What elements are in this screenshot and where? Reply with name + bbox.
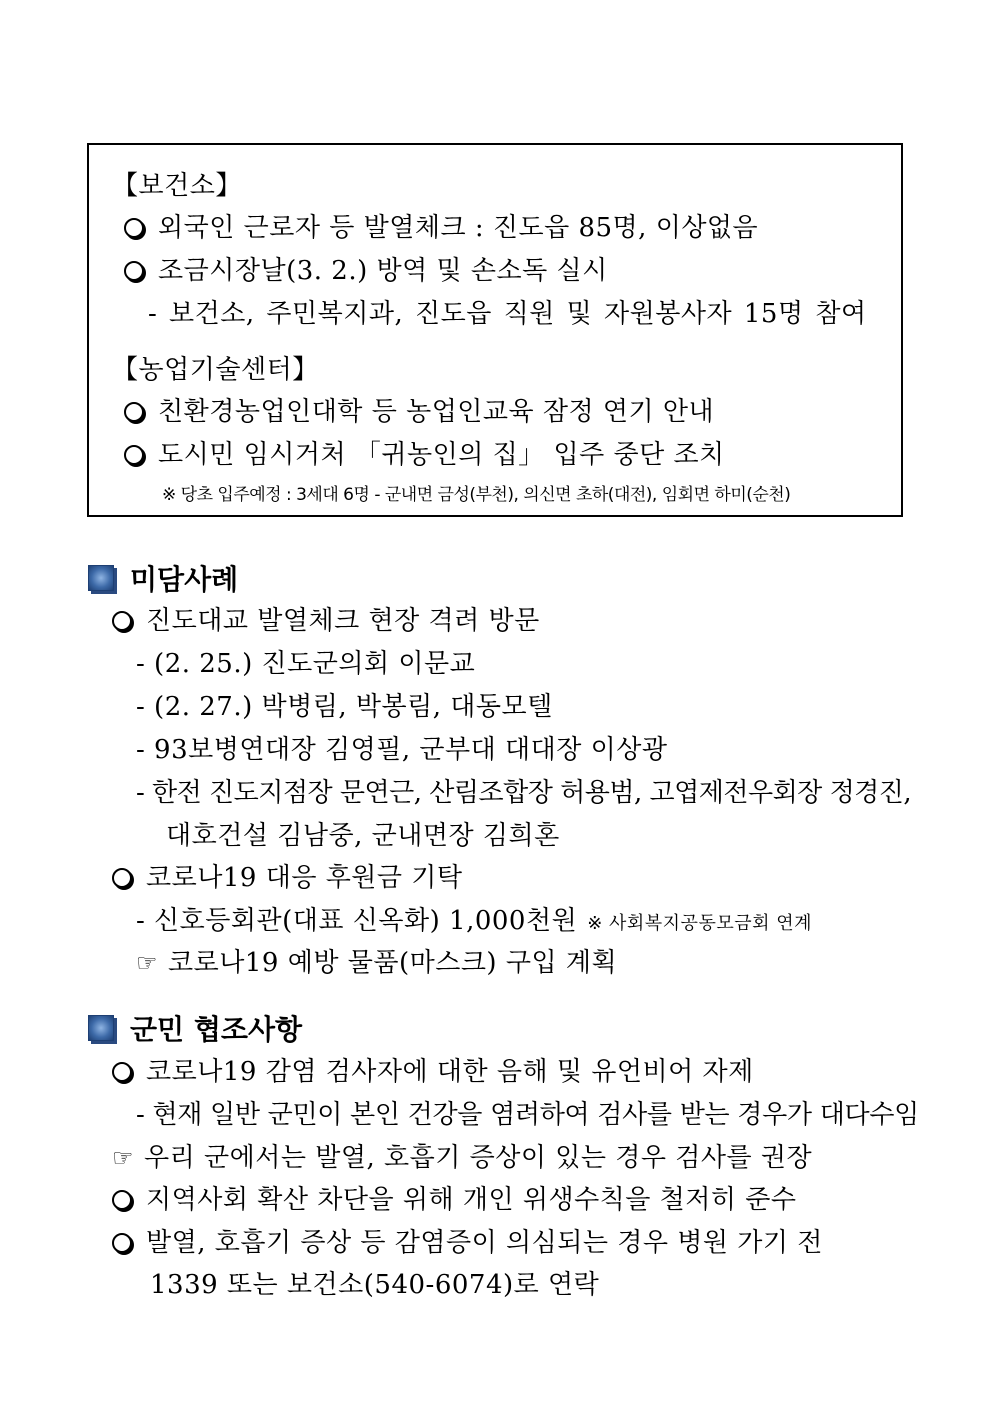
- list-item-continuation: 1339 또는 보건소(540-6074)로 연락: [150, 1270, 600, 1300]
- blue-square-icon: [88, 565, 114, 591]
- sub-item: - (2. 27.) 박병림, 박봉림, 대동모텔: [136, 692, 553, 722]
- list-item: 코로나19 감염 검사자에 대한 음해 및 유언비어 자제: [112, 1056, 754, 1088]
- note: ※ 당초 입주예정 : 3세대 6명 - 군내면 금성(부천), 의신면 초하(대전), 임회면 하미(순천): [162, 485, 791, 505]
- circle-bullet-icon: [124, 402, 144, 422]
- agri-center-title: 【농업기술센터】: [112, 355, 319, 385]
- sub-item: - (2. 25.) 진도군의회 이문교: [136, 649, 476, 679]
- note: ※ 사회복지공동모금회 연계: [587, 913, 812, 934]
- blue-square-icon: [88, 1015, 114, 1041]
- circle-bullet-icon: [112, 868, 132, 888]
- sub-item: - 현재 일반 군민이 본인 건강을 염려하여 검사를 받는 경우가 대다수임: [136, 1100, 919, 1130]
- list-item: 진도대교 발열체크 현장 격려 방문: [112, 605, 540, 637]
- list-item: 코로나19 대응 후원금 기탁: [112, 862, 463, 894]
- sub-item: - 93보병연대장 김영필, 군부대 대대장 이상광: [136, 735, 668, 765]
- list-item: 발열, 호흡기 증상 등 감염증이 의심되는 경우 병원 가기 전: [112, 1227, 823, 1259]
- circle-bullet-icon: [124, 261, 144, 281]
- list-item: 친환경농업인대학 등 농업인교육 잠정 연기 안내: [124, 396, 714, 428]
- circle-bullet-icon: [124, 218, 144, 238]
- sub-item: - 신호등회관(대표 신옥화) 1,000천원 ※ 사회복지공동모금회 연계: [136, 906, 812, 936]
- sub-item: - 보건소, 주민복지과, 진도읍 직원 및 자원봉사자 15명 참여: [148, 299, 867, 329]
- hand-item: ☞ 우리 군에서는 발열, 호흡기 증상이 있는 경우 검사를 권장: [112, 1143, 813, 1173]
- sub-item: 대호건설 김남중, 군내면장 김희혼: [166, 821, 560, 851]
- pointing-hand-icon: ☞: [112, 1144, 135, 1172]
- circle-bullet-icon: [112, 611, 132, 631]
- pointing-hand-icon: ☞: [136, 949, 159, 977]
- circle-bullet-icon: [112, 1062, 132, 1082]
- circle-bullet-icon: [124, 445, 144, 465]
- circle-bullet-icon: [112, 1233, 132, 1253]
- hand-item: ☞ 코로나19 예방 물품(마스크) 구입 계획: [136, 948, 618, 978]
- list-item: 외국인 근로자 등 발열체크 : 진도읍 85명, 이상없음: [124, 212, 758, 244]
- list-item: 도시민 임시거처 「귀농인의 집」 입주 중단 조치: [124, 439, 725, 471]
- list-item: 조금시장날(3. 2.) 방역 및 손소독 실시: [124, 255, 608, 287]
- list-item: 지역사회 확산 차단을 위해 개인 위생수칙을 철저히 준수: [112, 1184, 797, 1216]
- circle-bullet-icon: [112, 1190, 132, 1210]
- section-heading: 군민 협조사항: [88, 1008, 302, 1048]
- sub-item: - 한전 진도지점장 문연근, 산림조합장 허용범, 고엽제전우회장 정경진,: [136, 778, 912, 808]
- section-heading: 미담사례: [88, 558, 238, 598]
- health-center-title: 【보건소】: [112, 171, 242, 201]
